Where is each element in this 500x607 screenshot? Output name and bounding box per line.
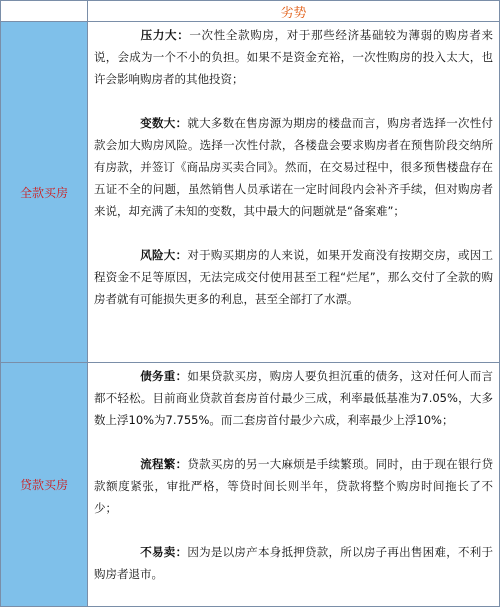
table-row — [1, 22, 499, 363]
paragraph-text: 对于购买期房的人来说，如果开发商没有按期交房，或因工程资金不足等原因，无法完成交付使用甚至工程“烂尾”，那么交付了全款的购房者就有可能损失更多的利息，甚至全部打了水漂。 — [94, 248, 494, 306]
paragraph-text: 就大多数在售房源为期房的楼盘而言，购房者选择一次性付款会加大购房风险。选择一次性付款，各楼盘会要求购房者在预售阶段交纳所有房款，并签订《商品房买卖合同》。然而，在交易过程中，很多预售楼盘存在五证不全的问题，虽然销售人员承诺在一定时间段内会补齐手续，但对购房者来说，却充满了未知的变数，其中最大的问题就是“备案难”； — [94, 116, 494, 218]
paragraph — [94, 453, 493, 519]
row-label-full-payment: 全款买房 — [1, 22, 88, 362]
term-label: 债务重： — [140, 369, 188, 383]
term-label: 流程繁： — [140, 457, 188, 471]
paragraph — [94, 24, 493, 90]
term-label: 压力大： — [140, 28, 190, 42]
row-content — [88, 22, 499, 362]
header-left-cell — [1, 1, 88, 21]
term-label: 不易卖： — [140, 545, 188, 559]
paragraph — [94, 112, 493, 222]
paragraph — [94, 541, 493, 585]
table-row — [1, 363, 499, 606]
paragraph-text: 如果贷款买房，购房人要负担沉重的债务，这对任何人而言都不轻松。目前商业贷款首套房首付最少三成，利率最低基准为7.05%，大多数上浮10%为7.755%。而二套房首付最少六成，利率最少上浮10%； — [94, 369, 494, 427]
paragraph — [94, 244, 493, 310]
header-title: 劣势 — [88, 1, 499, 21]
paragraph-text: 因为是以房产本身抵押贷款，所以房子再出售困难，不利于购房者退市。 — [94, 545, 494, 581]
paragraph — [94, 365, 493, 431]
paragraph-text: 一次性全款购房，对于那些经济基础较为薄弱的购房者来说，会成为一个不小的负担。如果不是资金充裕，一次性购房的投入太大，也许会影响购房者的其他投资； — [94, 28, 494, 86]
term-label: 变数大： — [140, 116, 188, 130]
term-label: 风险大： — [140, 248, 188, 262]
table-header-row — [1, 1, 499, 22]
row-label-loan-payment: 贷款买房 — [1, 363, 88, 606]
paragraph-text: 贷款买房的另一大麻烦是手续繁琐。同时，由于现在银行贷款额度紧张，审批严格，等贷时间长则半年，贷款将整个购房时间拖长了不少； — [94, 457, 494, 515]
row-content — [88, 363, 499, 606]
